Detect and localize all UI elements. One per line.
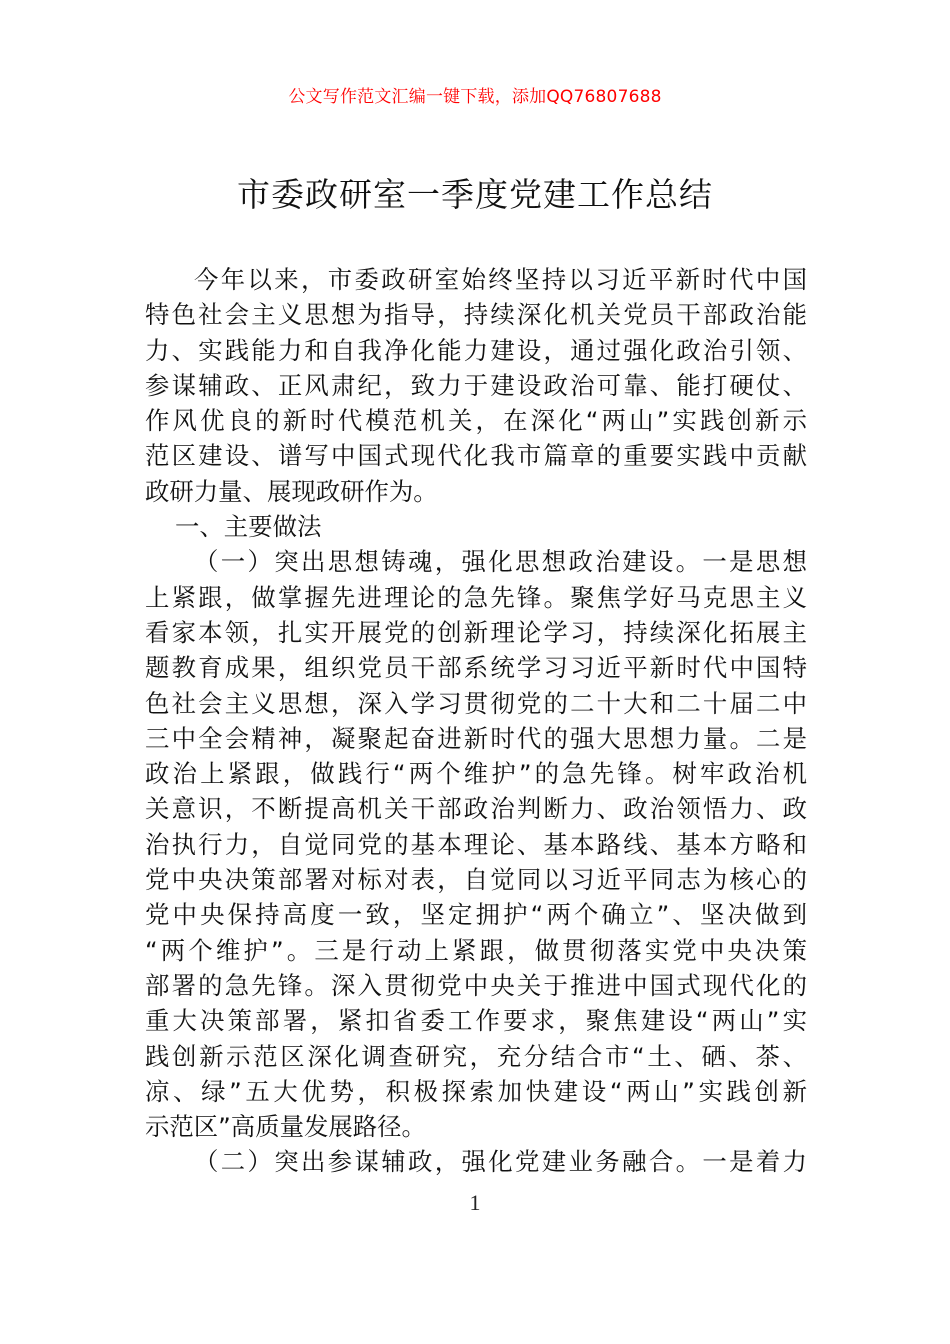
document-title: 市委政研室一季度党建工作总结 bbox=[237, 175, 713, 214]
paragraph-line: 部署的急先锋。深入贯彻党中央关于推进中国式现代化的 bbox=[145, 970, 807, 1000]
paragraph-line: 色社会主义思想，深入学习贯彻党的二十大和二十届二中 bbox=[145, 688, 807, 718]
page-number: 1 bbox=[469, 1190, 481, 1215]
paragraph-line: 治执行力，自觉同党的基本理论、基本路线、基本方略和 bbox=[145, 829, 807, 859]
paragraph-line: “两个维护”。三是行动上紧跟，做贯彻落实党中央决策 bbox=[145, 935, 807, 965]
paragraph-line: （二）突出参谋辅政，强化党建业务融合。一是着力 bbox=[194, 1147, 807, 1177]
paragraph-line: 示范区”高质量发展路径。 bbox=[145, 1112, 426, 1142]
paragraph-line: 践创新示范区深化调查研究，充分结合市“土、硒、茶、 bbox=[145, 1041, 807, 1071]
paragraph-line: 上紧跟，做掌握先进理论的急先锋。聚焦学好马克思主义 bbox=[145, 582, 807, 612]
document-body bbox=[145, 262, 807, 1180]
paragraph-line: 今年以来，市委政研室始终坚持以习近平新时代中国 bbox=[194, 265, 807, 294]
paragraph-line: 力、实践能力和自我净化能力建设，通过强化政治引领、 bbox=[145, 335, 807, 365]
paragraph-line: 看家本领，扎实开展党的创新理论学习，持续深化拓展主 bbox=[145, 617, 807, 647]
paragraph-line: 党中央保持高度一致，坚定拥护“两个确立”、坚决做到 bbox=[145, 900, 807, 930]
paragraph-line: 政研力量、展现政研作为。 bbox=[145, 476, 438, 506]
paragraph-line: （一）突出思想铸魂，强化思想政治建设。一是思想 bbox=[194, 547, 807, 577]
section-heading: 一、主要做法 bbox=[175, 512, 322, 542]
paragraph-line: 政治上紧跟，做践行“两个维护”的急先锋。树牢政治机 bbox=[145, 759, 807, 789]
paragraph-line: 范区建设、谱写中国式现代化我市篇章的重要实践中贡献 bbox=[145, 441, 807, 471]
paragraph-line: 党中央决策部署对标对表，自觉同以习近平同志为核心的 bbox=[145, 865, 807, 895]
paragraph-line: 关意识，不断提高机关干部政治判断力、政治领悟力、政 bbox=[145, 794, 807, 824]
paragraph-line: 凉、绿”五大优势，积极探索加快建设“两山”实践创新 bbox=[145, 1076, 807, 1106]
paragraph-line: 三中全会精神，凝聚起奋进新时代的强大思想力量。二是 bbox=[145, 723, 807, 753]
paragraph-line: 特色社会主义思想为指导，持续深化机关党员干部政治能 bbox=[145, 300, 807, 330]
paragraph-line: 题教育成果，组织党员干部系统学习习近平新时代中国特 bbox=[145, 653, 807, 683]
download-banner: 公文写作范文汇编一键下载，添加QQ76807688 bbox=[288, 87, 662, 107]
paragraph-line: 参谋辅政、正风肃纪，致力于建设政治可靠、能打硬仗、 bbox=[145, 370, 807, 400]
paragraph-line: 重大决策部署，紧扣省委工作要求，聚焦建设“两山”实 bbox=[145, 1006, 807, 1036]
paragraph-line: 作风优良的新时代模范机关，在深化“两山”实践创新示 bbox=[145, 406, 807, 436]
